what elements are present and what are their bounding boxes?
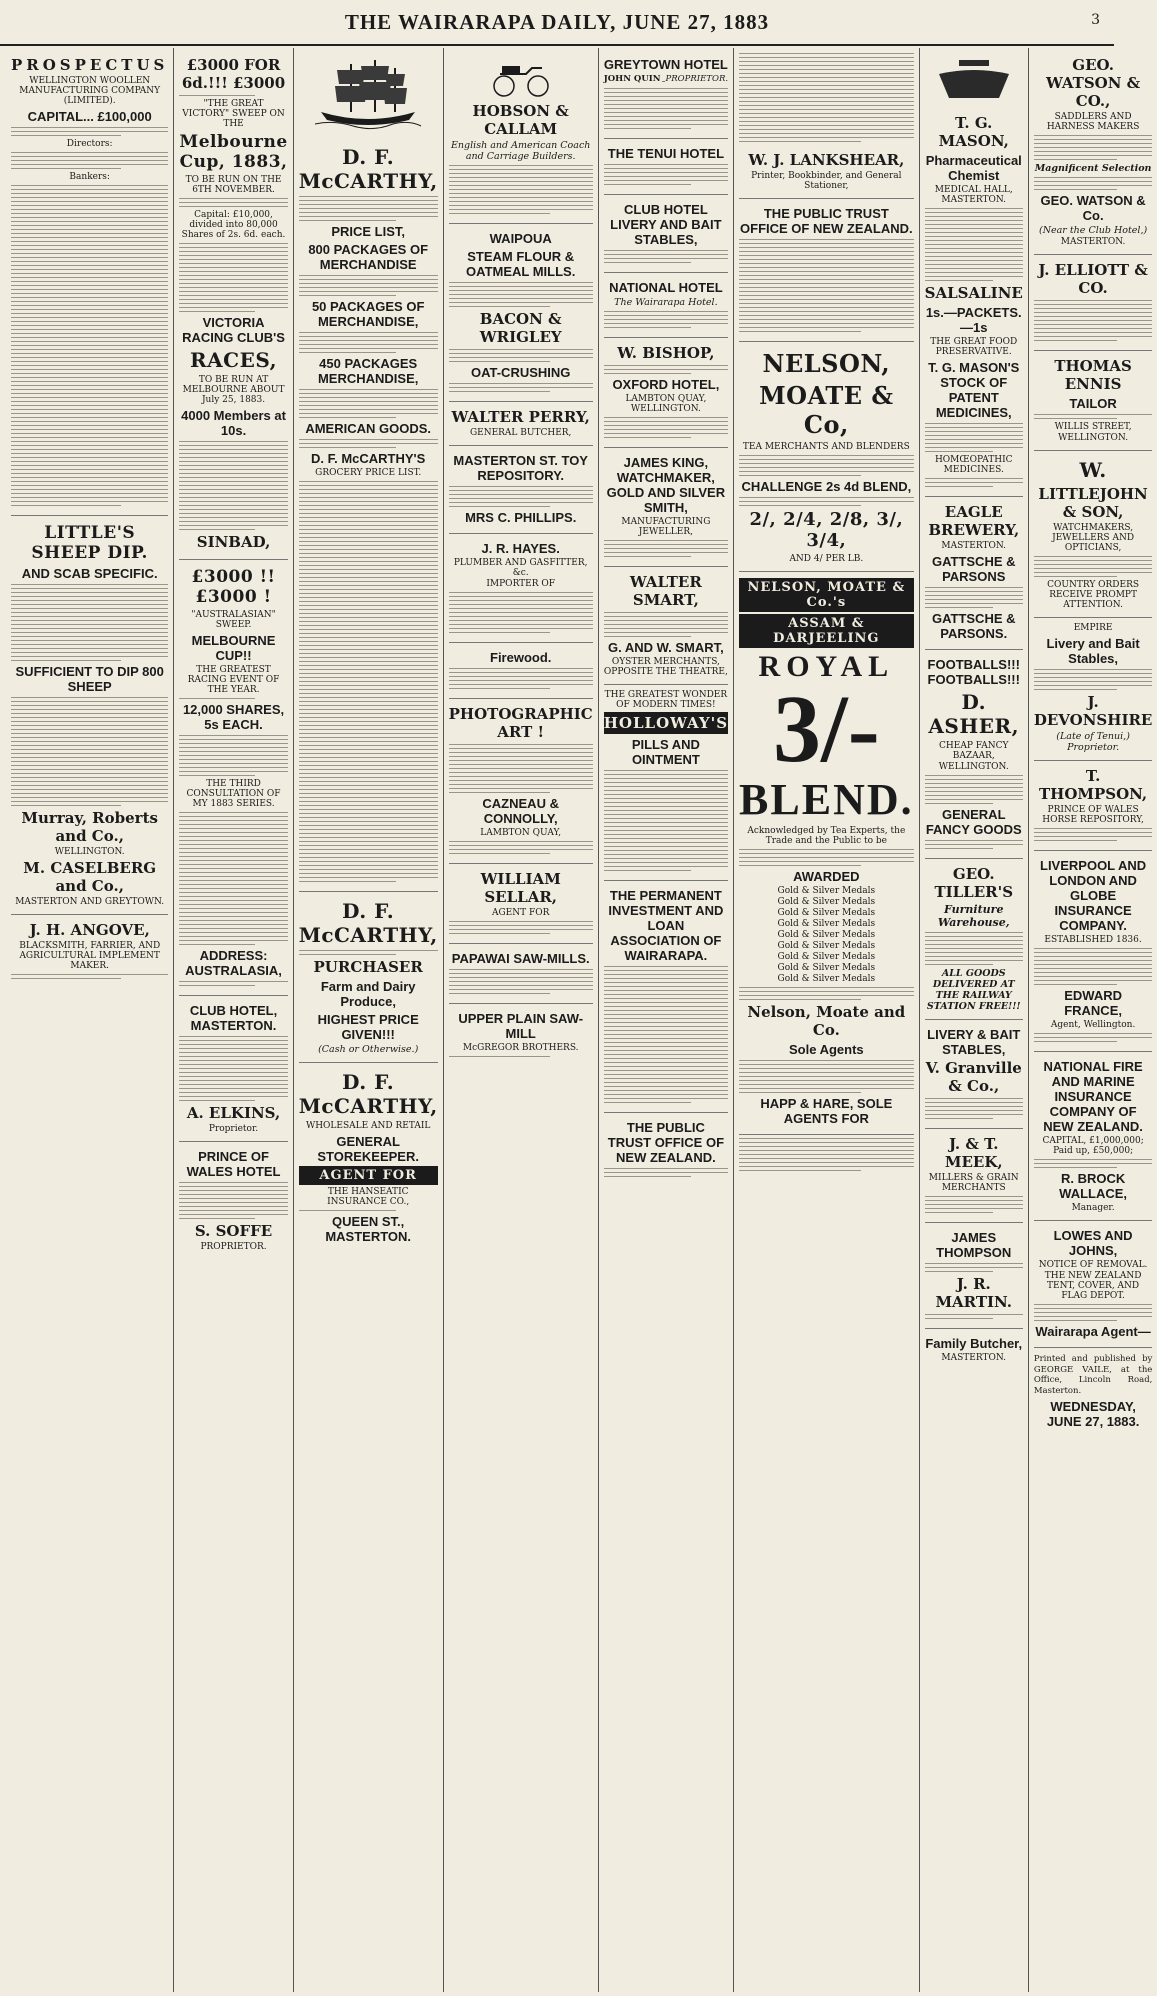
oxford-hotel: OXFORD HOTEL, — [612, 376, 720, 392]
empire-livery-ad — [1034, 618, 1153, 761]
upper-plain-ad — [449, 1004, 593, 1066]
storekeeper: GENERAL STOREKEEPER. — [317, 1134, 419, 1164]
carriage-engraving — [486, 58, 556, 98]
thomas-ennis: THOMAS ENNIS — [1054, 357, 1132, 393]
mason: T. G. MASON, — [938, 114, 1009, 150]
james-king: JAMES KING, WATCHMAKER, GOLD AND SILVER SMITH, — [606, 454, 726, 515]
moate: MOATE & Co, — [759, 381, 894, 439]
pharmaceutical: Pharmaceutical Chemist — [925, 153, 1022, 183]
eagle-brewery: EAGLE BREWERY, — [928, 503, 1020, 539]
toy-repository: MASTERTON ST. TOY REPOSITORY. — [453, 453, 588, 483]
devonshire: J. DEVONSHIRE — [1033, 693, 1153, 729]
hanseatic: THE HANSEATIC INSURANCE CO., — [327, 1187, 410, 1207]
bishop: W. BISHOP, — [617, 343, 715, 362]
prince-wales-ad — [179, 1142, 287, 1259]
company-name: WELLINGTON WOOLLEN MANUFACTURING COMPANY (LIMITED). — [19, 76, 161, 106]
agent-wellington: Agent, Wellington. — [1050, 1020, 1136, 1030]
asher-sub: CHEAP FANCY BAZAAR, — [939, 741, 1009, 761]
club-hotel: CLUB HOTEL, MASTERTON. — [189, 1003, 278, 1033]
national-fire: NATIONAL FIRE AND MARINE INSURANCE COMPANY OF NEW ZEALAND. — [1043, 1059, 1143, 1134]
general-fancy-goods: GENERAL FANCY GOODS — [925, 807, 1022, 837]
medals-list — [739, 886, 914, 984]
asher-ad — [925, 650, 1023, 859]
firewood-ad — [449, 643, 593, 699]
tenui-hotel: THE TENUI HOTEL — [607, 145, 725, 161]
walter-perry-ad — [449, 402, 593, 446]
column-1 — [6, 48, 174, 1992]
third-consultation: THE THIRD CONSULTATION OF MY 1883 SERIES. — [186, 779, 281, 809]
woollen-company-ad — [11, 50, 168, 516]
bacon-wrigley: BACON & WRIGLEY — [479, 310, 562, 346]
murray-roberts: Murray, Roberts and Co., — [21, 809, 158, 845]
james-thompson: JAMES THOMPSON — [936, 1230, 1012, 1260]
mortar-pestle-engraving — [929, 54, 1019, 104]
imprint — [1034, 1348, 1153, 1437]
mccarthy-prices: D. F. McCARTHY'S — [311, 451, 426, 466]
column-7 — [920, 48, 1029, 1992]
soffe: S. SOFFE — [194, 1222, 273, 1240]
medal-entry: Gold & Silver Medals — [777, 952, 876, 962]
tiller-ad — [925, 859, 1023, 1020]
oat-crushing: OAT-CRUSHING — [470, 365, 571, 380]
geo-watson-2: GEO. WATSON & Co. — [1040, 193, 1146, 223]
lowes-johns-ad — [1034, 1221, 1153, 1348]
manufacturing-jeweller: MANUFACTURING JEWELLER, — [621, 516, 711, 537]
agent-for: AGENT FOR — [299, 1166, 438, 1185]
hobson-callam-ad — [449, 50, 593, 224]
mccarthy-purchaser-ad — [299, 892, 438, 1063]
sweep2-heading: £3000 !! £3000 ! — [191, 567, 276, 607]
column-5 — [599, 48, 734, 1992]
mccarthy-3: D. F. McCARTHY, — [298, 1070, 438, 1118]
club-livery: CLUB HOTEL LIVERY AND BAIT STABLES, — [610, 201, 722, 247]
granville: V. Granville & Co., — [925, 1059, 1022, 1095]
t-thompson: T. THOMPSON, — [1039, 767, 1148, 803]
tent-cover: THE NEW ZEALAND TENT, COVER, AND FLAG DEPOT. — [1044, 1271, 1142, 1301]
edward-france: EDWARD FRANCE, — [1064, 988, 1122, 1018]
mason-stock: T. G. MASON'S STOCK OF PATENT MEDICINES, — [928, 360, 1020, 420]
mccarthy-2: D. F. McCARTHY, — [298, 899, 438, 947]
capital-line: Capital: £10,000, divided into 80,000 Shares of 2s. 6d. each. — [181, 210, 286, 240]
asher: D. ASHER, — [928, 690, 1020, 738]
asher-loc: WELLINGTON. — [938, 762, 1009, 772]
elliott: J. ELLIOTT & CO. — [1038, 261, 1148, 297]
elkins: A. ELKINS, — [186, 1104, 281, 1122]
eagle-loc: MASTERTON. — [941, 541, 1007, 551]
american-goods: AMERICAN GOODS. — [305, 421, 431, 436]
mrs-phillips: MRS C. PHILLIPS. — [465, 510, 577, 525]
thompson-james-ad — [925, 1223, 1023, 1329]
races: RACES, — [190, 348, 278, 372]
firewood: Firewood. — [490, 650, 552, 665]
caselberg: M. CASELBERG and Co., — [23, 859, 157, 895]
column-4 — [444, 48, 599, 1992]
empire: EMPIRE — [1073, 623, 1113, 633]
sheep-dip-title: LITTLE'S SHEEP DIP. — [31, 523, 148, 563]
public-trust-bottom — [604, 1113, 728, 1186]
three-shillings: 3/- — [773, 675, 880, 782]
holloway-ad — [604, 685, 728, 881]
australasian: "AUSTRALASIAN" SWEEP. — [191, 610, 276, 630]
australasian-sweep — [179, 560, 287, 996]
blend: BLEND. — [739, 775, 914, 824]
page-columns — [6, 48, 1153, 1992]
furniture-warehouse: Furniture Warehouse, — [937, 903, 1010, 929]
sweep-heading: £3000 FOR 6d.!!! £3000 — [181, 56, 286, 92]
column-8 — [1029, 48, 1157, 1992]
eagle-brewery-ad — [925, 497, 1023, 650]
tenui-hotel-ad — [604, 139, 728, 195]
country-orders: COUNTRY ORDERS RECEIVE PROMPT ATTENTION. — [1047, 580, 1140, 610]
gw-smart: G. AND W. SMART, — [607, 639, 724, 655]
tea-prices: 2/, 2/4, 2/8, 3/, 3/4, — [749, 509, 904, 551]
upper-plain: UPPER PLAIN SAW-MILL — [458, 1011, 584, 1041]
purchaser: PURCHASER — [313, 958, 423, 976]
angove-ad — [11, 915, 168, 988]
hobson-sub: English and American Coach and Carriage Builders. — [450, 140, 591, 162]
meek-sub: MILLERS & GRAIN MERCHANTS — [928, 1173, 1019, 1193]
moate-sub: TEA MERCHANTS AND BLENDERS — [742, 442, 910, 452]
packets: 1s.—PACKETS.—1s — [925, 305, 1022, 335]
public-trust-office-2: THE PUBLIC TRUST OFFICE OF NEW ZEALAND. — [740, 206, 913, 236]
hayes: J. R. HAYES. — [481, 541, 560, 556]
national-hotel-ad — [604, 273, 728, 338]
wairarapa-hotel: The Wairarapa Hotel. — [614, 296, 718, 308]
mcgregor-brothers: McGREGOR BROTHERS. — [462, 1043, 579, 1053]
member-shares: 4000 Members at 10s. — [181, 408, 286, 438]
medal-entry: Gold & Silver Medals — [777, 930, 876, 940]
tea-prices-2: AND 4/ PER LB. — [789, 554, 864, 564]
wellington: WELLINGTON. — [1058, 433, 1129, 443]
mason-ad — [925, 108, 1023, 497]
public-trust-ad — [739, 199, 914, 342]
permanent-investment-ad — [604, 881, 728, 1113]
grocery-list: GROCERY PRICE LIST. — [315, 468, 422, 478]
walter-perry: WALTER PERRY, — [451, 408, 590, 426]
medal-entry: Gold & Silver Medals — [777, 886, 876, 896]
nelson-moate-ad — [739, 342, 914, 572]
papawai-saw-mills: PAPAWAI SAW-MILLS. — [451, 951, 590, 966]
medal-entry: Gold & Silver Medals — [777, 941, 876, 951]
meek-ad — [925, 1129, 1023, 1223]
newspaper-title: THE WAIRARAPA DAILY, JUNE 27, 1883 — [344, 9, 770, 34]
tiller: GEO. TILLER'S — [934, 865, 1014, 901]
medal-entry: Gold & Silver Medals — [777, 919, 876, 929]
victoria-club: VICTORIA RACING CLUB'S — [182, 315, 285, 345]
assam-darjeeling: ASSAM & DARJEELING — [739, 614, 914, 648]
established: ESTABLISHED 1836. — [1044, 935, 1142, 945]
geo-watson-ad — [1034, 50, 1153, 255]
sellar-sub: AGENT FOR — [491, 908, 550, 918]
lankshear-ad — [739, 145, 914, 199]
liverpool-insurance-ad — [1034, 851, 1153, 1052]
caselberg-sub: MASTERTON AND GREYTOWN. — [15, 897, 165, 907]
walter-sub: GENERAL BUTCHER, — [469, 428, 572, 438]
holloways: HOLLOWAY'S — [603, 713, 729, 732]
greatest-wonder: THE GREATEST WONDER OF MODERN TIMES! — [604, 689, 728, 710]
packages-50: 50 PACKAGES OF MERCHANDISE, — [311, 299, 425, 329]
sheep-dip-ad — [11, 516, 168, 915]
photographic-art: PHOTOGRAPHIC ART ! — [448, 705, 593, 741]
meek: J. & T. MEEK, — [944, 1135, 1003, 1171]
address-heading: ADDRESS: AUSTRALASIA, — [185, 948, 282, 978]
medal-entry: Gold & Silver Medals — [777, 963, 876, 973]
price-list: PRICE LIST, — [331, 224, 406, 239]
oyster-merchants: OYSTER MERCHANTS, OPPOSITE THE THEATRE, — [603, 656, 728, 677]
national-fire-ad — [1034, 1052, 1153, 1221]
martin: J. R. MARTIN. — [935, 1275, 1013, 1311]
permanent-investment: THE PERMANENT INVESTMENT AND LOAN ASSOCIATION OF WAIRARAPA. — [608, 887, 724, 963]
livery-bait-stables: Livery and Bait Stables, — [1046, 636, 1140, 666]
magnificent-selection: Magnificent Selection — [1034, 163, 1152, 174]
watchmakers: WATCHMAKERS, JEWELLERS AND OPTICIANS, — [1052, 523, 1135, 553]
national-hotel: NATIONAL HOTEL — [609, 279, 723, 295]
public-trust-office: THE PUBLIC TRUST OFFICE OF NEW ZEALAND. — [607, 1119, 725, 1165]
soffe-sub: PROPRIETOR. — [200, 1242, 267, 1252]
masthead — [0, 0, 1114, 46]
livery-bait: LIVERY & BAIT STABLES, — [927, 1027, 1021, 1057]
blend-sub: Acknowledged by Tea Experts, the Trade and the Public to be — [747, 826, 906, 846]
challenge-blend: CHALLENGE 2s 4d BLEND, — [741, 479, 912, 494]
gattsche-parsons-2: GATTSCHE & PARSONS. — [931, 611, 1016, 641]
club-livery-ad — [604, 195, 728, 273]
nelson-moate-sole: Nelson, Moate and Co. — [747, 1003, 906, 1039]
prince-wales-repository: PRINCE OF WALES HORSE REPOSITORY, — [1042, 805, 1144, 825]
melbourne-cup-2: MELBOURNE CUP!! — [191, 633, 276, 663]
butcher-loc: MASTERTON. — [941, 1353, 1007, 1363]
sellar-ad — [449, 864, 593, 944]
family-butcher-ad — [925, 1329, 1023, 1370]
imprint-date: WEDNESDAY, JUNE 27, 1883. — [1046, 1399, 1140, 1429]
queen-street: QUEEN ST., MASTERTON. — [325, 1214, 412, 1244]
murray-city: WELLINGTON. — [54, 847, 125, 857]
liverpool-london: LIVERPOOL AND LONDON AND GLOBE INSURANCE COMPANY. — [1040, 858, 1147, 933]
plumber: PLUMBER AND GASFITTER, &c. — [453, 558, 588, 578]
food-preservative: THE GREAT FOOD PRESERVATIVE. — [930, 337, 1018, 357]
medal-entry: Gold & Silver Medals — [777, 974, 876, 984]
medal-entry: Gold & Silver Medals — [777, 897, 876, 907]
tailor: TAILOR — [1069, 396, 1117, 411]
steam-mills: STEAM FLOUR & OATMEAL MILLS. — [466, 249, 576, 279]
mccarthy-price-list-ad — [299, 138, 438, 892]
hobson-callam: HOBSON & CALLAM — [472, 102, 569, 138]
medical-hall: MEDICAL HALL, MASTERTON. — [934, 185, 1013, 205]
sinbad: SINBAD, — [196, 533, 271, 551]
homeopathic: HOMŒOPATHIC MEDICINES. — [934, 455, 1013, 475]
waipoua: WAIPOUA — [489, 231, 552, 246]
run-date: TO BE RUN ON THE 6TH NOVEMBER. — [185, 175, 282, 195]
farm-dairy: Farm and Dairy Produce, — [320, 979, 416, 1009]
hayes-ad — [449, 534, 593, 643]
shares-line: 12,000 SHARES, 5s EACH. — [182, 702, 285, 732]
family-butcher: Family Butcher, — [925, 1336, 1023, 1351]
cash-or-otherwise: (Cash or Otherwise.) — [318, 1044, 419, 1055]
wholesale: WHOLESALE AND RETAIL — [305, 1121, 431, 1131]
column-6 — [734, 48, 920, 1992]
quin-sub: PROPRIETOR. — [665, 74, 729, 84]
page-number: 3 — [1091, 12, 1100, 28]
william-sellar: WILLIAM SELLAR, — [480, 870, 561, 906]
lowes-johns: LOWES AND JOHNS, — [1053, 1228, 1133, 1258]
greytown-hotel: GREYTOWN HOTEL — [603, 57, 728, 72]
all-goods-delivered: ALL GOODS DELIVERED AT THE RAILWAY STATION FREE!!! — [926, 968, 1021, 1012]
quin: JOHN QUIN — [603, 74, 661, 84]
packages-450: 450 PACKAGES MERCHANDISE, — [317, 356, 419, 386]
thompson-ad — [1034, 761, 1153, 851]
quin-line — [604, 74, 728, 85]
brock-manager: Manager. — [1071, 1203, 1115, 1213]
bankers-heading: Bankers: — [69, 172, 110, 182]
lankshear-sub: Printer, Bookbinder, and General Stationer, — [751, 171, 902, 191]
great-victory: "THE GREAT VICTORY" SWEEP ON THE — [182, 99, 285, 129]
footballs: FOOTBALLS!!! FOOTBALLS!!! — [927, 657, 1020, 687]
devonshire-sub: (Late of Tenui,) Proprietor. — [1056, 731, 1130, 753]
happ-hare: HAPP & HARE, SOLE AGENTS FOR — [760, 1096, 893, 1126]
photographic-ad — [449, 699, 593, 864]
melbourne-cup: Melbourne Cup, 1883, — [179, 132, 288, 172]
pills-ointment: PILLS AND OINTMENT — [631, 736, 700, 767]
brock-wallace: R. BROCK WALLACE, — [1059, 1171, 1128, 1201]
willis-street: WILLIS STREET, — [1054, 422, 1132, 432]
notice-removal: NOTICE OF REMOVAL. — [1038, 1260, 1148, 1270]
walter-smart: WALTER SMART, — [629, 572, 702, 609]
awarded: AWARDED — [793, 869, 860, 884]
mccarthy-1: D. F. McCARTHY, — [298, 145, 438, 193]
near-club: (Near the Club Hotel,) — [1039, 225, 1148, 236]
medal-entry: Gold & Silver Medals — [777, 908, 876, 918]
column-2 — [174, 48, 293, 1992]
cazneau-connolly: CAZNEAU & CONNOLLY, — [482, 796, 559, 826]
lambton-quay: LAMBTON QUAY, — [480, 828, 562, 838]
angove-name: J. H. ANGOVE, — [29, 921, 150, 939]
nelson: NELSON, — [762, 349, 891, 378]
littlejohn-ad — [1034, 451, 1153, 618]
elliott-ad — [1034, 255, 1153, 351]
club-hotel-ad — [179, 996, 287, 1142]
lankshear: W. J. LANKSHEAR, — [748, 151, 905, 169]
sheep-dip-specific: SUFFICIENT TO DIP 800 SHEEP — [15, 664, 164, 694]
fire-capital: CAPITAL, £1,000,000; Paid up, £50,000; — [1042, 1136, 1144, 1156]
salsaline: SALSALINE — [924, 284, 1023, 302]
wairarapa-agent: Wairarapa Agent— — [1035, 1324, 1151, 1339]
printed-by: Printed and published by GEORGE VAILE, at the Office, Lincoln Road, Masterton. — [1033, 1354, 1153, 1396]
race-date: TO BE RUN AT MELBOURNE ABOUT July 25, 1883. — [182, 375, 285, 405]
geo-watson: GEO. WATSON & CO., — [1045, 56, 1141, 110]
greytown-hotel-ad — [604, 50, 728, 139]
walter-smart-ad — [604, 567, 728, 685]
prince-wales: PRINCE OF WALES HOTEL — [186, 1149, 281, 1179]
bishop-ad — [604, 338, 728, 448]
assam-heading: NELSON, MOATE & Co.'s — [739, 578, 914, 612]
james-king-ad — [604, 448, 728, 567]
capital-line: CAPITAL... £100,000 — [27, 109, 152, 124]
column-3 — [294, 48, 444, 1992]
ennis-ad — [1034, 351, 1153, 451]
highest-price: HIGHEST PRICE GIVEN!!! — [317, 1012, 419, 1042]
elkins-sub: Proprietor. — [208, 1124, 259, 1134]
granville-ad — [925, 1020, 1023, 1129]
packages-800: 800 PACKAGES OF MERCHANDISE — [308, 242, 429, 272]
waipoua-mills-ad — [449, 224, 593, 402]
royal-blend-ad — [739, 572, 914, 1135]
great-victory-sweep — [179, 50, 287, 560]
w-initial: W. — [1079, 458, 1107, 482]
sole-agents: Sole Agents — [789, 1042, 864, 1057]
watson-loc: MASTERTON. — [1060, 237, 1126, 247]
sailing-ship-engraving — [313, 54, 423, 134]
royal: ROYAL — [758, 650, 895, 683]
importer: IMPORTER OF — [486, 579, 556, 589]
lambton-quay-oxford: LAMBTON QUAY, WELLINGTON. — [625, 393, 707, 414]
papawai-ad — [449, 944, 593, 1004]
mccarthy-storekeeper-ad — [299, 1063, 438, 1252]
littlejohn: LITTLEJOHN & SON, — [1038, 485, 1148, 521]
gattsche-parsons: GATTSCHE & PARSONS — [931, 554, 1016, 584]
directors-heading: Directors: — [66, 139, 113, 149]
great-event: THE GREATEST RACING EVENT OF THE YEAR. — [187, 665, 280, 695]
sheep-dip-subtitle: AND SCAB SPECIFIC. — [21, 566, 158, 581]
angove-sub: BLACKSMITH, FARRIER, AND AGRICULTURAL IMPLEMENT MAKER. — [19, 941, 161, 971]
toy-repository-ad — [449, 446, 593, 534]
saddlers: SADDLERS AND HARNESS MAKERS — [1046, 112, 1140, 132]
prospectus-heading: PROSPECTUS — [11, 56, 169, 74]
